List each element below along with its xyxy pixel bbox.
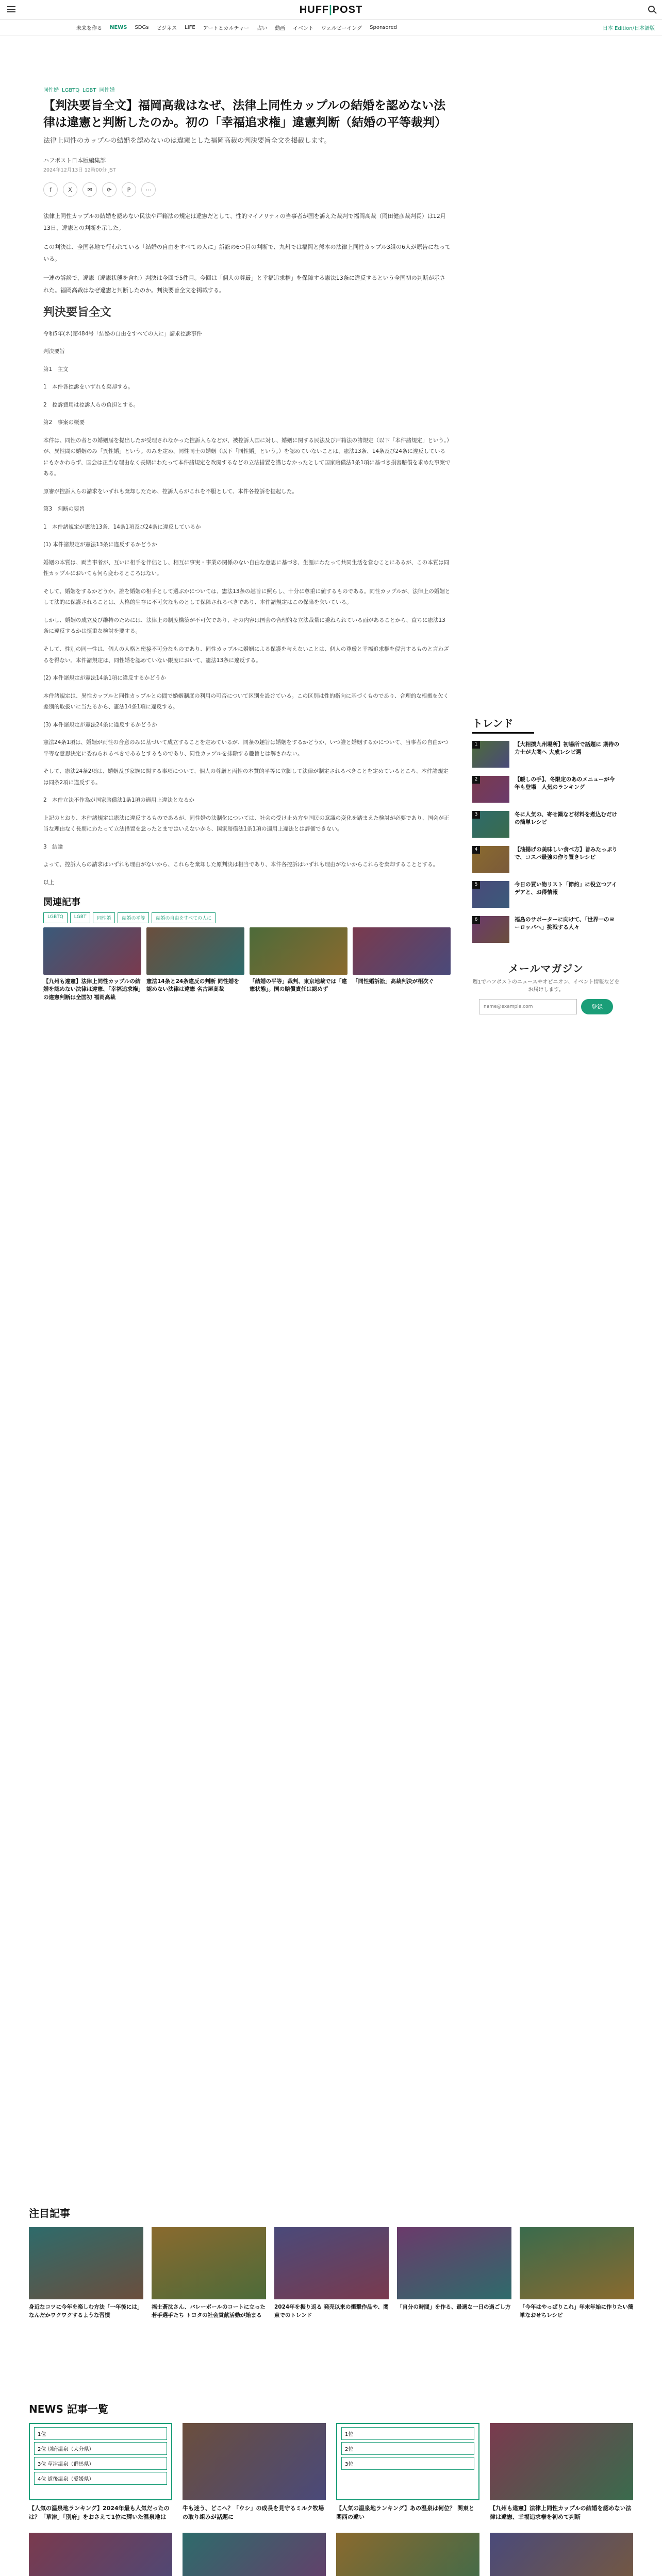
- news-card[interactable]: [29, 2533, 172, 2576]
- article: [43, 86, 451, 1012]
- ruling-paragraph: (3) 本件諸規定が憲法24条に違反するかどうか: [43, 721, 157, 728]
- share-button-icon[interactable]: X: [63, 182, 77, 197]
- ruling-paragraph: 上記のとおり、本件諸規定は憲法に違反するものであるが、同性婚の法制化については、社会の受け止め方や国民の意識の変化を踏まえた検討が必要であり、国会が正当な理由なく長期にわたって立法措置を怠ったとまではいえないから、国家賠償法1条1項の適用上違法とは評価できない。: [43, 815, 450, 833]
- news-image: [490, 2423, 633, 2500]
- related-title[interactable]: 【九州も違憲】法律上同性カップルの結婚を認めない法律は違憲、「幸福追求権」の違憲判断は全国初 福岡高裁: [43, 978, 141, 1001]
- trend-image: [472, 811, 509, 838]
- news-row-2: [29, 2533, 633, 2576]
- trend-list: [472, 741, 620, 943]
- article-tag[interactable]: 同性婚: [99, 88, 115, 93]
- nav-item[interactable]: 占い: [257, 26, 268, 31]
- top-bar: [0, 0, 662, 20]
- related-tag[interactable]: 同性婚: [93, 912, 115, 923]
- featured-image: [274, 2227, 389, 2299]
- nav-item[interactable]: 未来を作る: [76, 26, 102, 31]
- featured-heading: 注目記事: [29, 2207, 70, 2219]
- trend-rank: 6: [472, 916, 480, 924]
- share-button-icon[interactable]: ⟳: [102, 182, 117, 197]
- menu-icon[interactable]: [7, 6, 15, 12]
- news-list-heading: NEWS 記事一覧: [29, 2403, 108, 2415]
- news-image: [29, 2423, 172, 2500]
- related-title[interactable]: 「同性婚訴訟」高裁判決が相次ぐ: [353, 978, 434, 985]
- nav-item[interactable]: SDGs: [135, 25, 149, 30]
- ranking-entry: 2位 別府温泉（大分県）: [34, 2442, 167, 2455]
- trend-image: [472, 846, 509, 873]
- ranking-box: [336, 2423, 479, 2500]
- trend-image: [472, 741, 509, 768]
- news-card[interactable]: [336, 2423, 479, 2521]
- ruling-paragraph: 以上: [43, 879, 54, 886]
- article-tag[interactable]: 同性婚: [43, 88, 59, 93]
- news-row-1: [29, 2423, 633, 2521]
- ranking-entry: 3位: [341, 2457, 474, 2470]
- share-button-icon[interactable]: ⋯: [141, 182, 156, 197]
- featured-title[interactable]: 身近なコツに今年を楽しむ方法「一年後には」なんだかワクワクするような習慣: [29, 2304, 143, 2318]
- trend-heading: トレンド: [472, 715, 534, 734]
- nav-item[interactable]: イベント: [293, 26, 314, 31]
- article-paragraph: この判決は、全国各地で行われている「結婚の自由をすべての人に」訴訟の6つ目の判断で、九州では福岡と熊本の法律上同性カップル3組の6人が原告になっている。: [43, 244, 451, 263]
- ruling-paragraph: 第2 事案の概要: [43, 419, 85, 426]
- related-image: [250, 927, 347, 975]
- featured-image: [29, 2227, 143, 2299]
- ruling-paragraph: そして、憲法24条2項は、婚姻及び家族に関する事項について、個人の尊厳と両性の本質的平等に立脚して法律が制定されるべきことを定めているところ、本件諸規定は同条2項に違反する。: [43, 768, 449, 786]
- ruling-paragraph: しかし、婚姻の成立及び維持のためには、法律上の制度構築が不可欠であり、その内容は国会の合理的な立法裁量に委ねられている面があることから、直ちに憲法13条に違反するかは慎重な検討を要する。: [43, 617, 445, 635]
- main-nav: [0, 20, 662, 36]
- trend-item[interactable]: [472, 881, 620, 908]
- trend-rank: 4: [472, 846, 480, 854]
- related-image: [353, 927, 451, 975]
- ruling-paragraph: 本件は、同性の者との婚姻届を提出したが受理されなかった控訴人らなどが、被控訴人国に対し、婚姻に関する民法及び戸籍法の諸規定（以下「本件諸規定」という。）が、異性間の婚姻のみ「異性婚」という。のみを定め、同性同士の婚姻（以下「同性婚」という。）を認めていないことは、憲法13条、14条及び24条に違反しているにもかかわらず、国会は正当な理由なく長期にわたって本件諸規定を改廃するなどの立法措置を講じなかったとして国家賠償法1条1項に基づき損害賠償を求めた事案である。: [43, 437, 451, 477]
- nav-item[interactable]: Sponsored: [370, 25, 398, 30]
- news-title[interactable]: 【人気の温泉地ランキング】2024年最も人気だったのは？「草津」「別府」をおさえて1位に輝いた温泉地は: [29, 2505, 170, 2520]
- ruling-paragraph: そして、婚姻をするかどうか、誰を婚姻の相手として選ぶかについては、憲法13条の趣旨に照らし、十分に尊重に値するものである。同性カップルが、法律上の婚姻として法的に保護されることは、人格的生存に不可欠なものとして保障されるべきであり、本件諸規定はこの保障を欠いている。: [43, 588, 451, 606]
- related-title[interactable]: 憲法14条と24条違反の判断 同性婚を認めない法律は違憲 名古屋高裁: [146, 978, 239, 993]
- featured-image: [152, 2227, 266, 2299]
- featured-card[interactable]: [397, 2227, 511, 2320]
- related-tag[interactable]: 結婚の平等: [118, 912, 149, 923]
- related-tags: [43, 912, 451, 923]
- related-card[interactable]: [146, 927, 244, 1002]
- news-image: [183, 2423, 326, 2500]
- ranking-entry: 1位: [34, 2427, 167, 2440]
- ruling-body: [43, 329, 451, 889]
- trend-image: [472, 916, 509, 943]
- trend-rank: 1: [472, 741, 480, 749]
- news-image: [336, 2423, 479, 2500]
- ruling-paragraph: 1 本件各控訴をいずれも棄却する。: [43, 384, 134, 391]
- search-icon[interactable]: [648, 6, 655, 12]
- trend-item[interactable]: [472, 741, 620, 768]
- trend-rank: 2: [472, 776, 480, 784]
- featured-card[interactable]: [29, 2227, 143, 2320]
- news-image: [183, 2533, 326, 2576]
- edition-switcher[interactable]: 日本 Edition/日本語版: [602, 26, 655, 31]
- share-button-icon[interactable]: f: [43, 182, 58, 197]
- article-tags: [43, 86, 451, 93]
- featured-card[interactable]: [520, 2227, 634, 2320]
- related-card[interactable]: [250, 927, 347, 1002]
- article-paragraph: 法律上同性カップルの結婚を認めない民法や戸籍法の規定は違憲だとして、性的マイノリティの当事者が国を訴えた裁判で福岡高裁（岡田健彦裁判長）は12月13日、違憲との判断を示した。: [43, 213, 446, 232]
- featured-image: [520, 2227, 634, 2299]
- nav-item[interactable]: NEWS: [110, 25, 127, 30]
- trend-rank: 5: [472, 881, 480, 889]
- nav-item[interactable]: 動画: [275, 26, 286, 31]
- ranking-entry: 4位 道後温泉（愛媛県）: [34, 2472, 167, 2485]
- featured-title[interactable]: 2024年を振り返る 発売以来の衝撃作品や、関東でのトレンド: [274, 2304, 389, 2318]
- related-grid: [43, 927, 451, 1002]
- related-tag[interactable]: LGBTQ: [43, 912, 68, 923]
- featured-title[interactable]: 「自分の時間」を作る、最適な一日の過ごし方: [397, 2304, 511, 2310]
- featured-image: [397, 2227, 511, 2299]
- related-card[interactable]: [353, 927, 451, 1002]
- newsletter-email-input[interactable]: [479, 999, 577, 1014]
- news-image: [490, 2533, 633, 2576]
- article-author[interactable]: ハフポスト日本版編集部: [43, 157, 106, 164]
- ruling-paragraph: 3 結論: [43, 843, 63, 850]
- ruling-paragraph: 判決要旨: [43, 348, 65, 355]
- featured-card[interactable]: [152, 2227, 266, 2320]
- related-image: [146, 927, 244, 975]
- trend-title[interactable]: 【暖しの手】、冬限定のあのメニューが今年も登場 人気のランキング: [515, 776, 615, 791]
- trend-image: [472, 881, 509, 908]
- news-list-section: [29, 2401, 633, 2576]
- newsletter-desc: 週1でハフポストのニュースやオピニオン、イベント情報などをお届けします。: [472, 979, 620, 993]
- news-title[interactable]: 【九州も違憲】法律上同性カップルの結婚を認めない法律は違憲、幸福追求権を初めて判断: [490, 2505, 632, 2520]
- featured-section: [29, 2205, 633, 2320]
- article-date: 2024年12月13日 12時00分 JST: [43, 167, 116, 174]
- trend-title[interactable]: 福島のサポーターに向けて、「世界一のヨーロッパへ」挑戦する人々: [515, 917, 615, 931]
- trend-item[interactable]: [472, 916, 620, 943]
- ranking-entry: 1位: [341, 2427, 474, 2440]
- article-tag[interactable]: LGBT: [82, 88, 96, 93]
- related-heading: 関連記事: [43, 897, 80, 908]
- article-paragraph: 一連の訴訟で、違憲（違憲状態を含む）判決は今回で5件目。今回は「個人の尊厳」と幸福追求権」を保障する憲法13条に違反するという全国初の判断が示された。福岡高裁はなぜ違憲と判断したのか。判決要旨全文を掲載する。: [43, 275, 445, 294]
- news-card[interactable]: [29, 2423, 172, 2521]
- news-card[interactable]: [490, 2423, 633, 2521]
- trend-title[interactable]: 【大相撲九州場所】初場所で話題に 期待の力士が大関へ 大成レシピ選: [515, 741, 620, 756]
- related-title[interactable]: 「結婚の平等」裁判、東京地裁では「違憲状態」。国の賠償責任は認めず: [250, 978, 347, 993]
- nav-item[interactable]: LIFE: [185, 25, 195, 30]
- trend-item[interactable]: [472, 846, 620, 873]
- ranking-box: [29, 2423, 172, 2500]
- ruling-paragraph: (1) 本件諸規定が憲法13条に違反するかどうか: [43, 541, 157, 548]
- trend-item[interactable]: [472, 811, 620, 838]
- ruling-paragraph: 1 本件諸規定が憲法13条、14条1項及び24条に違反しているか: [43, 523, 201, 530]
- nav-item[interactable]: アートとカルチャー: [203, 26, 250, 31]
- ranking-entry: 2位: [341, 2442, 474, 2455]
- nav-item[interactable]: ウェルビーイング: [321, 26, 362, 31]
- ruling-paragraph: 憲法24条1項は、婚姻が両性の合意のみに基づいて成立することを定めているが、同条の趣旨は婚姻をするかどうか、いつ誰と婚姻するかについて、当事者の自由かつ平等な意思決定に委ねられるべきであるとするものであり、同性カップルを排除する趣旨とは解されない。: [43, 739, 449, 757]
- featured-title[interactable]: 福士蒼汰さん、バレーボールのコートに立った若手選手たち トヨタの社会貢献活動が始まる: [152, 2304, 266, 2318]
- news-card[interactable]: [336, 2533, 479, 2576]
- featured-title[interactable]: 「今年はやっぱりこれ」年末年始に作りたい簡単なおせちレシピ: [520, 2304, 634, 2318]
- related-card[interactable]: [43, 927, 141, 1002]
- ruling-paragraph: 婚姻の本質は、両当事者が、互いに相手を伴侶とし、相互に事実・事業の関係のない自由な意思に基づき、生涯にわたって共同生活を営むことにあるが、この本質は同性カップルにおいても何ら変わるところはない。: [43, 559, 450, 577]
- featured-grid: [29, 2227, 633, 2320]
- ruling-paragraph: 本件諸規定は、異性カップルと同性カップルとの間で婚姻制度の利用の可否について区別を設けている。この区別は性的指向に基づくものであり、合理的な根拠を欠く差別的取扱いに当たるから、憲法14条1項に違反する。: [43, 692, 449, 710]
- related-image: [43, 927, 141, 975]
- trend-title[interactable]: 冬に人気の、寄せ鍋など材料を煮込むだけの簡単レシピ: [515, 811, 618, 826]
- newsletter-heading: メールマガジン: [508, 962, 584, 975]
- trend-title[interactable]: 【油揚げの美味しい食べ方】旨みたっぷりで、コスパ最強の作り置きレシピ: [515, 846, 618, 861]
- site-logo[interactable]: HUFF|POST: [299, 4, 363, 15]
- news-image: [336, 2533, 479, 2576]
- news-title[interactable]: 牛も迷う、どこへ？「ウシ」の成長を見守るミルク牧場の取り組みが話題に: [183, 2505, 324, 2520]
- share-button-icon[interactable]: ✉: [82, 182, 97, 197]
- ruling-paragraph: (2) 本件諸規定が憲法14条1項に違反するかどうか: [43, 675, 166, 682]
- trend-title[interactable]: 今日の買い物リスト「節約」に役立つアイデアと、お得情報: [515, 882, 617, 896]
- trend-rank: 3: [472, 811, 480, 819]
- ranking-entry: 3位 草津温泉（群馬県）: [34, 2457, 167, 2470]
- ruling-heading: 判決要旨全文: [43, 306, 112, 319]
- trend-item[interactable]: [472, 776, 620, 803]
- ruling-paragraph: 第3 判断の要旨: [43, 506, 85, 513]
- news-card[interactable]: [490, 2533, 633, 2576]
- news-image: [29, 2533, 172, 2576]
- featured-card[interactable]: [274, 2227, 389, 2320]
- article-title: 【判決要旨全文】福岡高裁はなぜ、法律上同性カップルの結婚を認めない法律は違憲と判断したのか。初の「幸福追求権」違憲判断（結婚の平等裁判）: [43, 99, 446, 129]
- share-buttons: [43, 182, 451, 197]
- news-title[interactable]: 【人気の温泉地ランキング】あの温泉は何位？ 関東と関西の違い: [336, 2505, 474, 2520]
- article-subtitle: 法律上同性のカップルの結婚を認めないのは違憲とした福岡高裁の判決要旨全文を掲載します。: [43, 137, 331, 145]
- newsletter: [472, 960, 620, 1014]
- trend-image: [472, 776, 509, 803]
- ruling-paragraph: 第1 主文: [43, 366, 69, 372]
- newsletter-submit-button[interactable]: 登録: [581, 999, 613, 1014]
- news-card[interactable]: [183, 2423, 326, 2521]
- news-card[interactable]: [183, 2533, 326, 2576]
- ruling-paragraph: 2 本件立法不作為が国家賠償法1条1項の適用上違法となるか: [43, 797, 195, 804]
- nav-item[interactable]: ビジネス: [156, 26, 177, 31]
- related-tag[interactable]: 結婚の自由をすべての人に: [152, 912, 216, 923]
- article-tag[interactable]: LGBTQ: [62, 88, 80, 93]
- related-tag[interactable]: LGBT: [70, 912, 91, 923]
- ruling-paragraph: 令和5年(ネ)第484号「結婚の自由をすべての人に」請求控訴事件: [43, 330, 202, 337]
- ruling-paragraph: 原審が控訴人らの請求をいずれも棄却したため、控訴人らがこれを不服として、本件各控訴を提起した。: [43, 488, 297, 495]
- sidebar: [472, 715, 620, 1014]
- ruling-paragraph: そして、性別の同一性は、個人の人格と密接不可分なものであり、同性カップルに婚姻による保護を与えないことは、個人の尊厳と幸福追求権を侵害するものと言わざるを得ない。本件諸規定は、同性婚を認めていない限度において、憲法13条に違反する。: [43, 646, 449, 664]
- article-body: [43, 210, 451, 296]
- ruling-paragraph: 2 控訴費用は控訴人らの負担とする。: [43, 401, 139, 408]
- ruling-paragraph: よって、控訴人らの請求はいずれも理由がないから、これらを棄却した原判決は相当であり、本件各控訴はいずれも理由がないからこれらを棄却することとする。: [43, 861, 439, 868]
- share-button-icon[interactable]: P: [122, 182, 136, 197]
